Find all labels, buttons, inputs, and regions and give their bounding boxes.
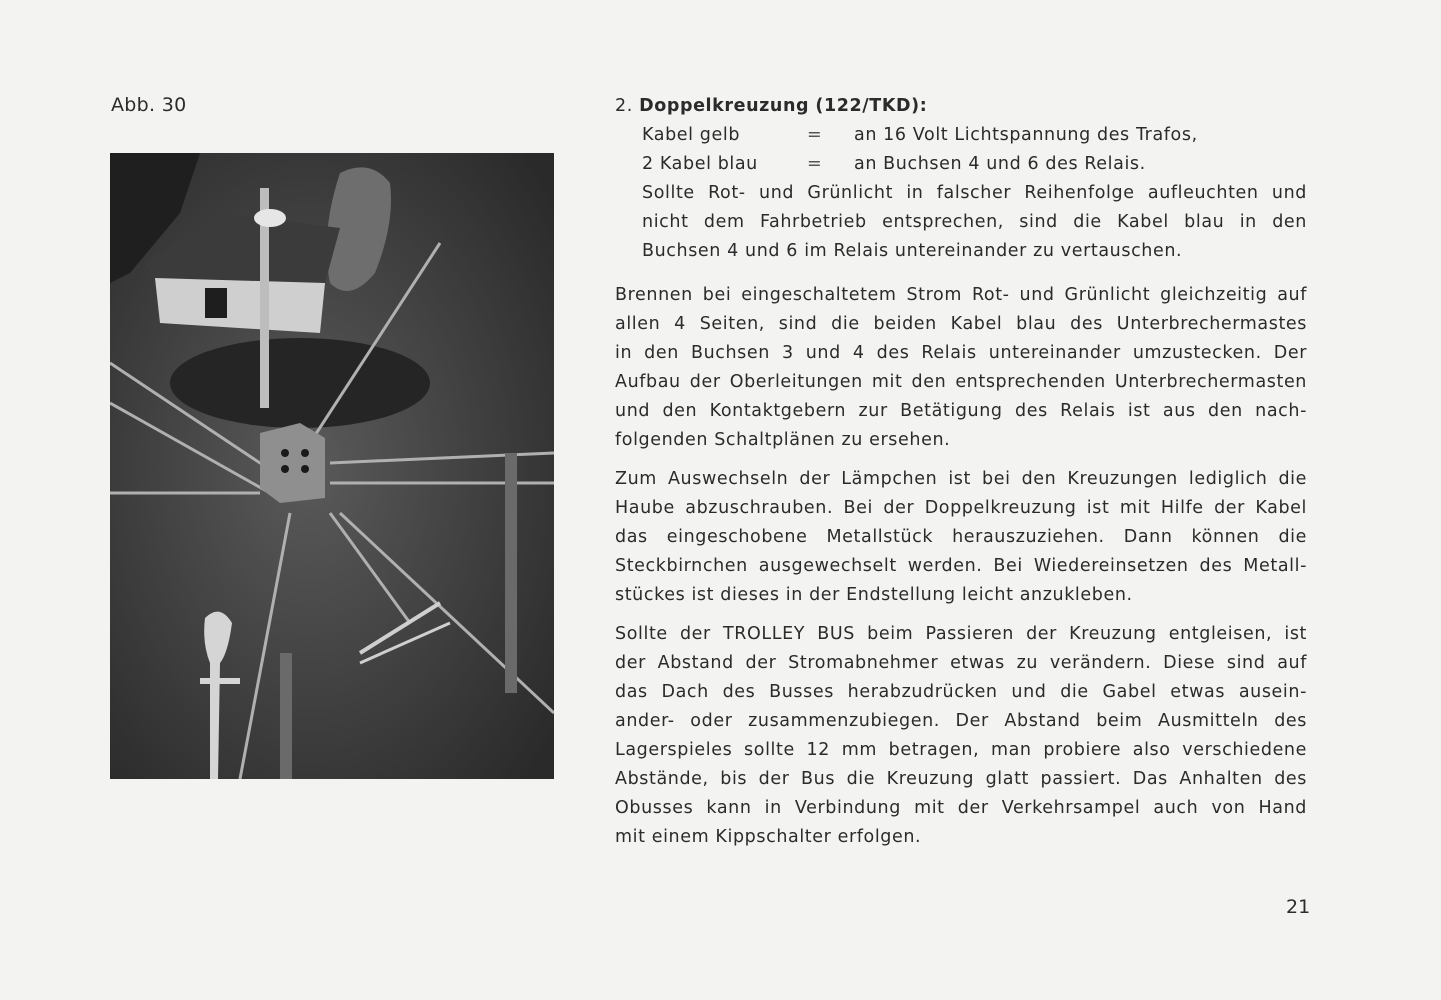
spec-row: Kabel gelb = an 16 Volt Lichtspannung des Trafos, <box>642 125 1198 145</box>
page-number: 21 <box>1286 896 1311 918</box>
spec-row: 2 Kabel blau = an Buchsen 4 und 6 des Relais. <box>642 154 1146 174</box>
figure-label: Abb. 30 <box>111 94 187 116</box>
section-heading: 2. Doppelkreuzung (122/TKD): <box>615 96 928 116</box>
paragraph-2: Zum Auswechseln der Lämpchen ist bei den Kreuzungen lediglich die Haube abzuschrauben. Bei der Doppelkreuzung ist mit Hilfe der Kabel das eingeschobene Metallstück herauszuziehen. Dann können die Steckbirnchen ausgewechselt werden. Bei Wiedereinsetzen des Metall- stückes ist dieses in der Endstellung leicht anzukleben. <box>615 469 1307 605</box>
cable-spec-list <box>642 121 1307 266</box>
note-line: nicht dem Fahrbetrieb entsprechen, sind die Kabel blau in den <box>642 212 1307 232</box>
section-code: (122/TKD): <box>815 96 928 116</box>
paragraph-3: Sollte der TROLLEY BUS beim Passieren der Kreuzung entgleisen, ist der Abstand der Stromabnehmer etwas zu verändern. Diese sind auf das Dach des Busses herabzudrücken und die Gabel etwas ausein- ander- oder zusammenzubiegen. Der Abstand beim Ausmitteln des Lagerspieles sollte 12 mm betragen, man probiere also verschiedene Abstände, bis der Bus die Kreuzung glatt passiert. Das Anhalten des Obusses kann in Verbindung mit der Verkehrsampel auch von Hand mit einem Kippschalter erfolgen. <box>615 624 1307 847</box>
model-crossing-photo <box>110 153 554 779</box>
instruction-text <box>615 92 1307 852</box>
section-title: Doppelkreuzung <box>639 96 810 116</box>
note-line: Buchsen 4 und 6 im Relais untereinander zu vertauschen. <box>642 241 1183 261</box>
paragraph-1: Brennen bei eingeschaltetem Strom Rot- und Grünlicht gleichzeitig auf allen 4 Seiten, sind die beiden Kabel blau des Unterbrechermastes in den Buchsen 3 und 4 des Relais untereinander umzustecken. Der Aufbau der Oberleitungen mit den entsprechenden Unterbrechermasten und den Kontaktgebern zur Betätigung des Relais ist aus den nach- folgenden Schaltplänen zu ersehen. <box>615 285 1307 450</box>
note-line: Sollte Rot- und Grünlicht in falscher Reihenfolge aufleuchten und <box>642 183 1307 203</box>
model-photo <box>110 153 554 779</box>
